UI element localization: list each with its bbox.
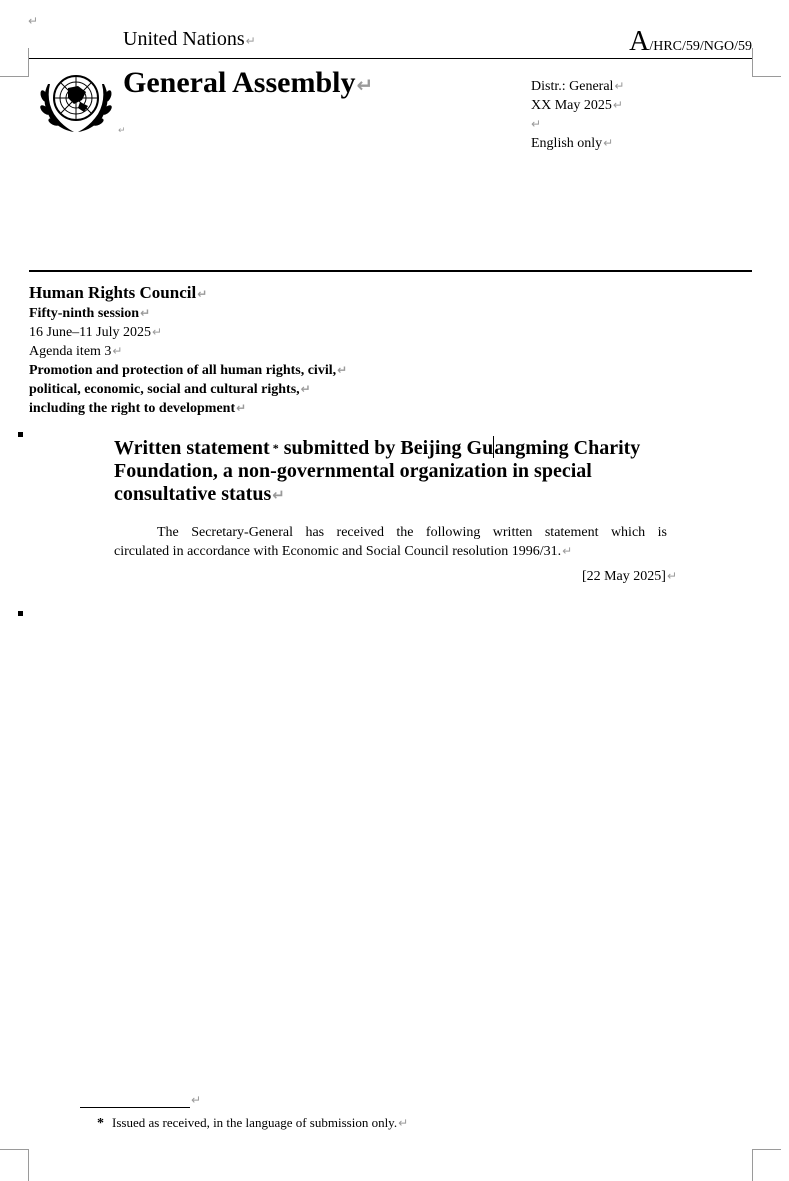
agenda-title-line <box>29 399 347 418</box>
title-line <box>114 483 640 507</box>
council-name: Human Rights Council <box>29 283 197 302</box>
paragraph-mark: ↵ <box>603 136 614 150</box>
paragraph-mark: ↵ <box>356 73 374 97</box>
paragraph-mark: ↵ <box>118 126 126 136</box>
session-dates: 16 June–11 July 2025 <box>29 325 151 340</box>
council-name-line <box>29 283 347 304</box>
section-rule <box>29 270 752 272</box>
title-text: Foundation, a non-governmental organization in special <box>114 460 592 482</box>
distribution-block <box>531 77 624 153</box>
intro-word: following <box>425 525 481 540</box>
intro-word: received <box>336 525 384 540</box>
intro-word: is <box>657 525 667 540</box>
received-date-line <box>582 569 677 585</box>
intro-word: The <box>157 525 179 540</box>
footnote <box>97 1115 408 1132</box>
paragraph-mark: ↵ <box>151 325 163 339</box>
language-line <box>531 134 624 153</box>
intro-word: has <box>305 525 325 540</box>
statement-title <box>114 436 640 507</box>
paragraph-mark: ↵ <box>272 486 285 504</box>
footnote-text: Issued as received, in the language of submission only. <box>112 1115 398 1130</box>
agenda-title-line <box>29 380 347 399</box>
symbol-letter: A <box>629 26 650 57</box>
intro-line <box>114 542 667 561</box>
session-line <box>29 304 347 323</box>
footnote-marker: * <box>97 1116 104 1131</box>
agenda-title-text: political, economic, social and cultural rights, <box>29 382 300 397</box>
title-text: consultative status <box>114 483 272 505</box>
session-text: Fifty-ninth session <box>29 306 140 321</box>
distr-text: Distr.: General <box>531 79 614 94</box>
paragraph-format-marker <box>18 432 23 437</box>
header-rule <box>29 58 752 59</box>
paragraph-mark: ↵ <box>140 306 151 320</box>
body-title-line <box>123 66 373 100</box>
council-block <box>29 283 347 418</box>
crop-mark-bottom-right <box>752 1149 781 1181</box>
org-name: United Nations <box>123 28 245 50</box>
date-line <box>531 96 624 115</box>
intro-text: circulated in accordance with Economic and Social Council resolution 1996/31. <box>114 544 562 559</box>
footnote-ref: * <box>272 441 279 455</box>
title-line <box>114 460 640 483</box>
intro-word: which <box>610 525 646 540</box>
footnote-separator <box>80 1107 190 1108</box>
paragraph-mark: ↵ <box>612 98 623 112</box>
session-dates-line <box>29 323 347 342</box>
agenda-title-text: Promotion and protection of all human rights, civil, <box>29 363 337 378</box>
agenda-title-text: including the right to development <box>29 401 236 416</box>
paragraph-mark: ↵ <box>666 569 677 583</box>
document-symbol <box>629 26 752 58</box>
paragraph-mark: ↵ <box>562 544 573 558</box>
paragraph-mark: ↵ <box>197 287 208 301</box>
org-name-line <box>123 28 256 51</box>
intro-line <box>114 524 667 542</box>
paragraph-mark: ↵ <box>245 34 256 48</box>
paragraph-mark: ↵ <box>531 117 542 131</box>
language-text: English only <box>531 136 603 151</box>
empty-line <box>531 115 624 134</box>
agenda-line <box>29 342 347 361</box>
paragraph-mark: ↵ <box>28 14 39 28</box>
intro-word: written <box>492 525 533 540</box>
un-emblem-icon <box>34 66 118 138</box>
agenda-item: Agenda item 3 <box>29 344 112 359</box>
paragraph-mark: ↵ <box>300 382 311 396</box>
paragraph-format-marker <box>18 611 23 616</box>
title-text: angming Charity <box>494 437 641 459</box>
agenda-title-line <box>29 361 347 380</box>
date-text: XX May 2025 <box>531 98 612 113</box>
paragraph-mark: ↵ <box>236 401 247 415</box>
intro-word: the <box>396 525 414 540</box>
paragraph-mark: ↵ <box>191 1093 202 1107</box>
distr-line <box>531 77 624 96</box>
title-text: submitted by Beijing Gu <box>278 437 494 459</box>
title-text: Written statement <box>114 437 270 459</box>
paragraph-mark: ↵ <box>614 79 625 93</box>
crop-mark-top-left <box>0 48 29 77</box>
paragraph-mark: ↵ <box>112 344 123 358</box>
symbol-code: /HRC/59/NGO/59 <box>649 39 752 54</box>
received-date: [22 May 2025] <box>581 569 666 584</box>
crop-mark-bottom-left <box>0 1149 29 1181</box>
paragraph-mark: ↵ <box>398 1116 409 1130</box>
crop-mark-top-right <box>752 48 781 77</box>
paragraph-mark: ↵ <box>337 363 348 377</box>
intro-word: statement <box>544 525 599 540</box>
intro-word: Secretary-General <box>191 525 294 540</box>
body-title: General Assembly <box>123 66 356 99</box>
intro-paragraph <box>114 524 667 561</box>
title-line <box>114 436 640 460</box>
